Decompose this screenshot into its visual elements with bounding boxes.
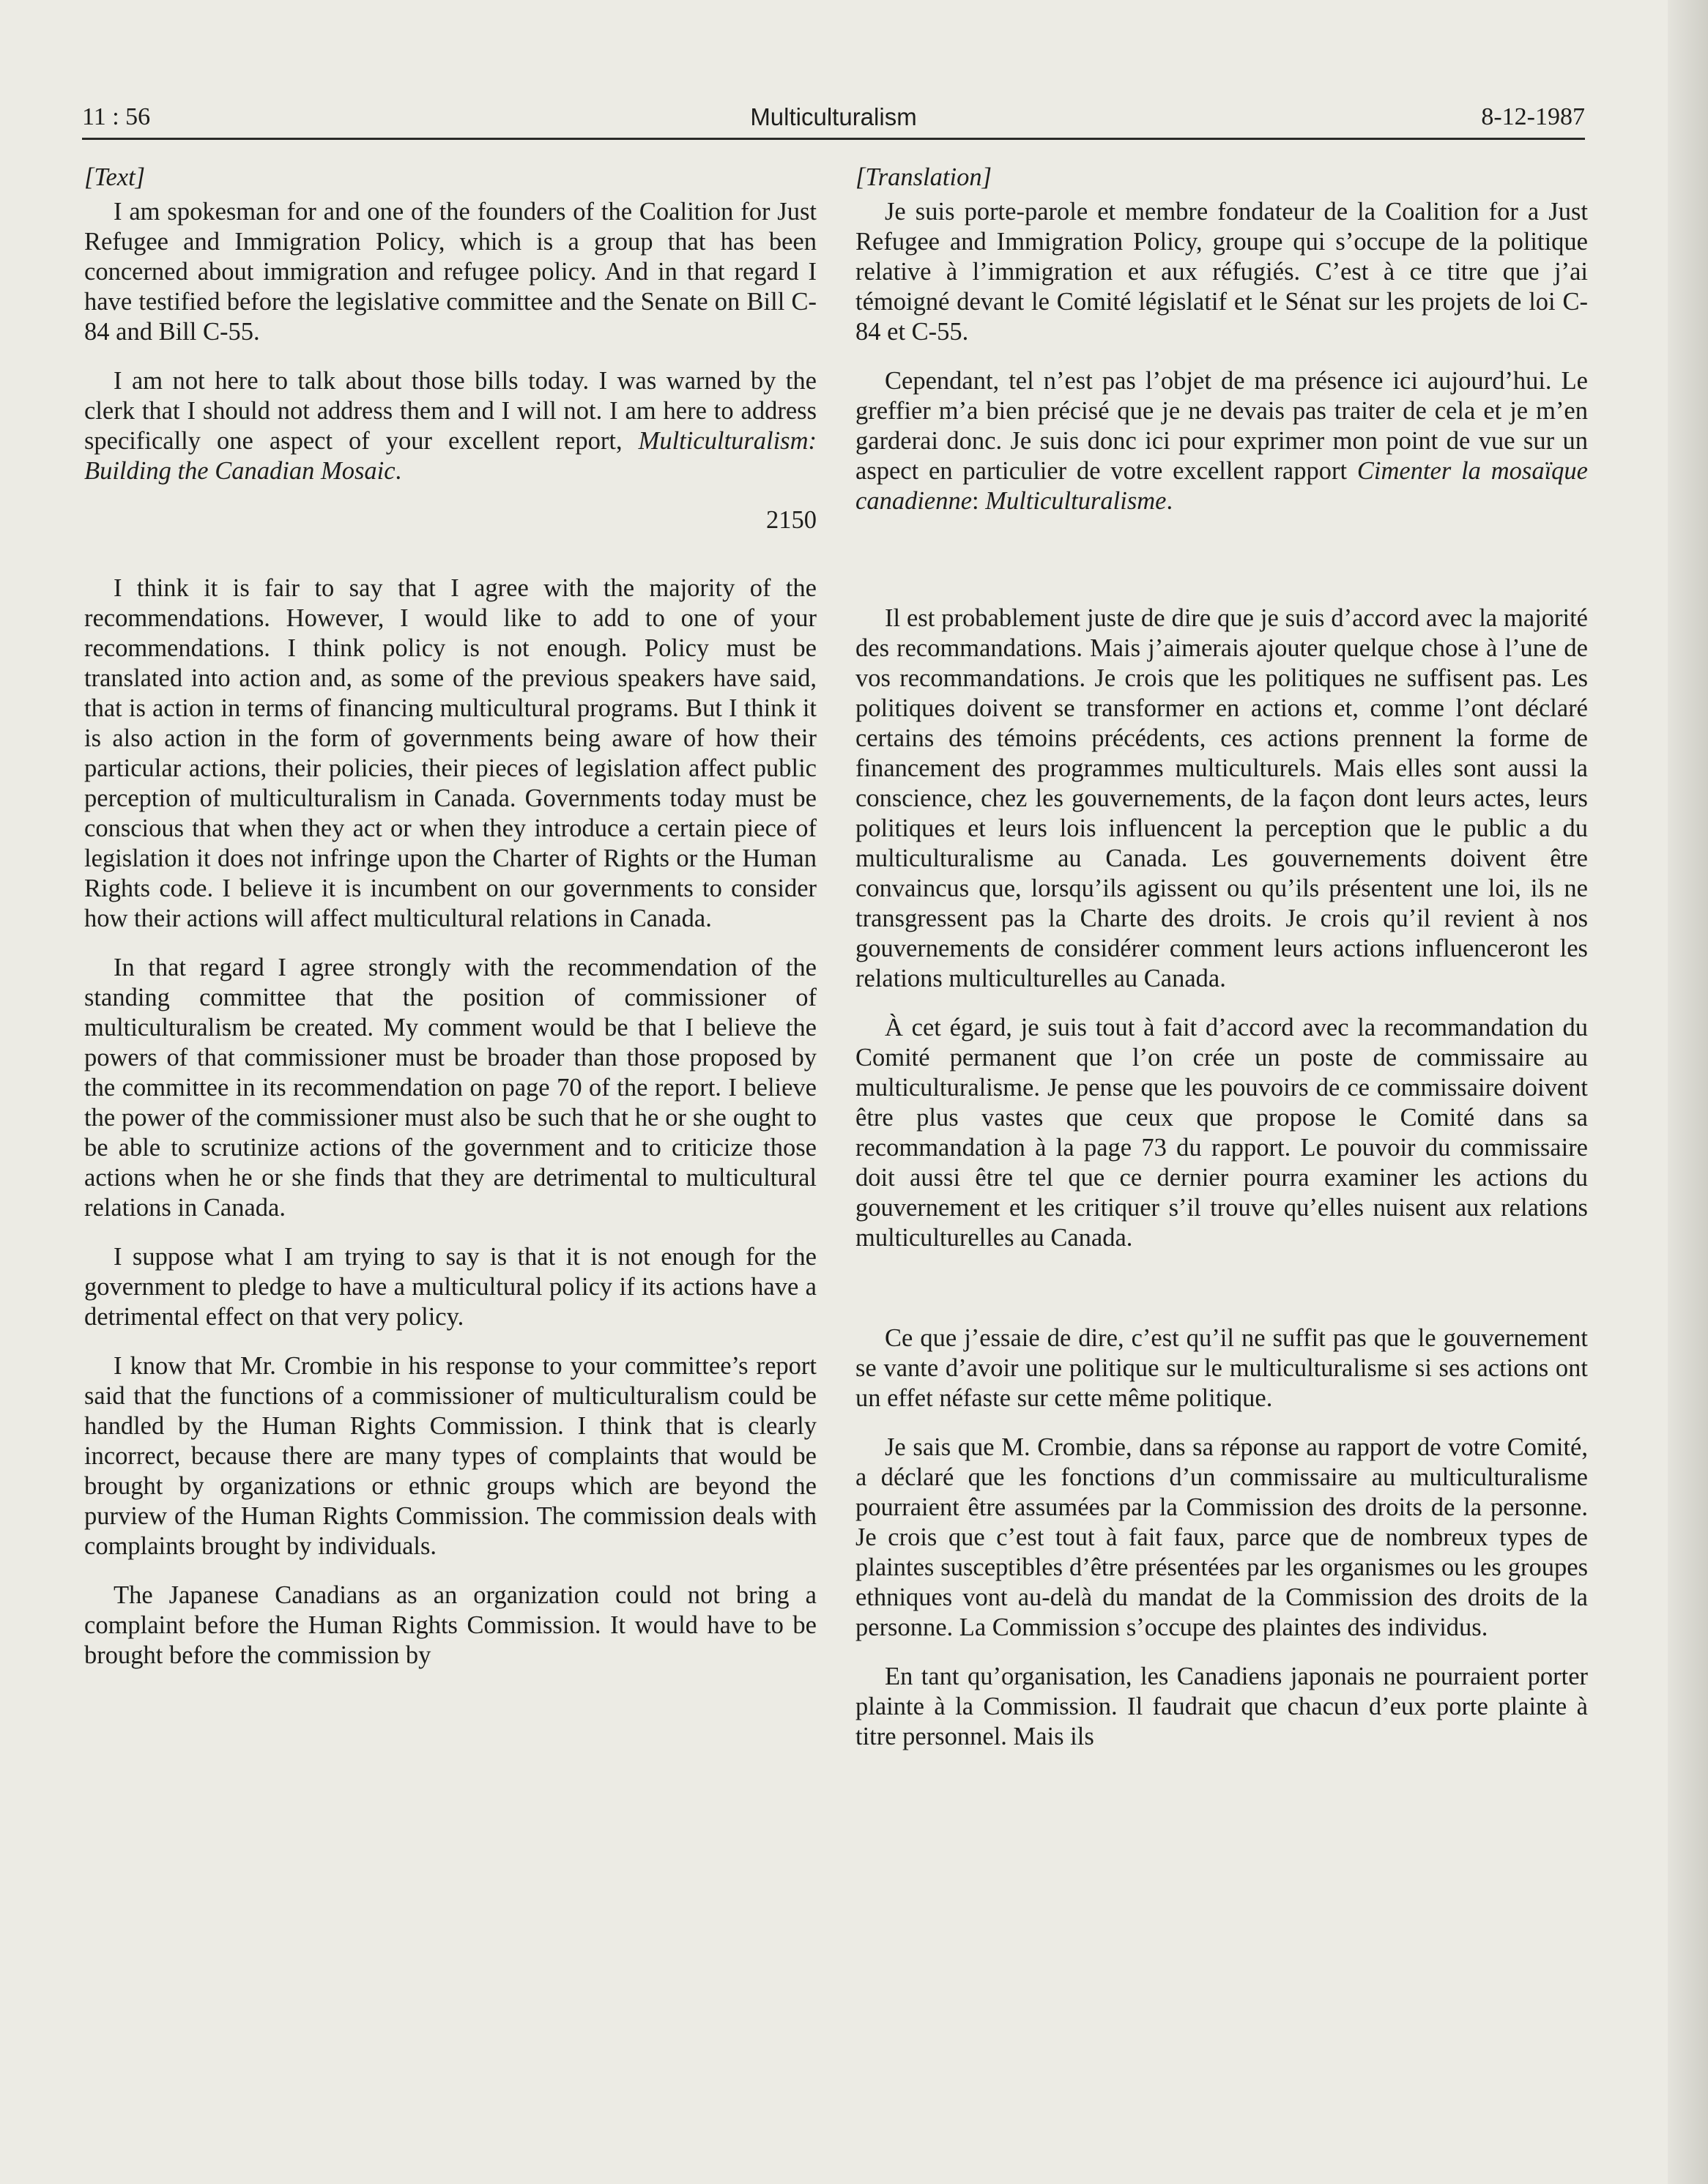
- page-edge-shadow: [1668, 0, 1708, 2184]
- en-paragraph-6: I know that Mr. Crombie in his response to your committee’s report said that the functions of a commissioner of multiculturalism could be handled by the Human Rights Commission. I think that is clearly incorrect, because there are many types of complaints that would be brought by organizations or ethnic groups which are beyond the purview of the Human Rights Commission. The commission deals with complaints brought by individuals.: [84, 1352, 817, 1560]
- fr-p2-end: .: [1166, 487, 1173, 515]
- time-spacer: [855, 535, 1588, 565]
- translation-tag: [Translation]: [855, 163, 992, 191]
- page-title: Multiculturalism: [750, 103, 917, 130]
- en-paragraph-7: The Japanese Canadians as an organization could not bring a complaint before the Human Rights Commission. It would have to be brought before the commission by: [84, 1581, 817, 1669]
- en-paragraph-4: In that regard I agree strongly with the recommendation of the standing committee that the position of commissioner of multiculturalism be created. My comment would be that I believe the powers of that commissioner must be broader than those proposed by the committee in its recommendation on page 70 of the report. I believe the power of the commissioner must also be such that he or she ought to be able to scrutinize actions of the government and to criticize those actions when he or she finds that they are detrimental to multicultural relations in Canada.: [84, 954, 817, 1222]
- fr-paragraph-5: Ce que j’essaie de dire, c’est qu’il ne suffit pas que le gouvernement se vante d’avoir une politique sur le multiculturalisme si ses actions ont un effet néfaste sur cette même politique.: [855, 1324, 1588, 1412]
- french-column: [855, 163, 1588, 1771]
- fr-p2-colon: :: [972, 487, 986, 515]
- page-date: 8-12-1987: [1481, 103, 1585, 130]
- english-column: [84, 163, 817, 1690]
- en-paragraph-1: I am spokesman for and one of the founders of the Coalition for Just Refugee and Immigration Policy, which is a group that has been concerned about immigration and refugee policy. And in that regard I have testified before the legislative committee and the Senate on Bill C-84 and Bill C-55.: [84, 198, 817, 346]
- en-p2-end: .: [395, 457, 402, 485]
- spacer: [855, 1272, 1588, 1323]
- text-tag: [Text]: [84, 163, 146, 191]
- fr-report-subtitle: Multiculturalisme: [985, 487, 1167, 515]
- fr-report-title: Cimenter la mosaïque canadienne: [855, 457, 1588, 515]
- en-report-title: Multiculturalism: Building the Canadian Mosaic: [84, 427, 817, 485]
- fr-paragraph-2: [855, 366, 1588, 516]
- fr-paragraph-7: En tant qu’organisation, les Canadiens japonais ne pourraient porter plainte à la Commission. Il faudrait que chacun d’eux porte plainte à titre personnel. Mais ils: [855, 1663, 1588, 1750]
- page-reference: 11 : 56: [82, 103, 151, 130]
- fr-p2-text: Cependant, tel n’est pas l’objet de ma présence ici aujourd’hui. Le greffier m’a bien précisé que je ne devais pas traiter de cela et je m’en garderai donc. Je suis donc ici pour exprimer mon point de vue sur un aspect en particulier de votre excellent rapport: [855, 367, 1588, 485]
- fr-paragraph-4: À cet égard, je suis tout à fait d’accord avec la recommandation du Comité permanent que l’on crée un poste de commissaire au multiculturalisme. Je pense que les pouvoirs de ce commissaire doivent être plus vastes que ceux que propose le Comité dans sa recommandation à la page 73 du rapport. Le pouvoir du commissaire doit aussi être tel que ce dernier pourra examiner les actions du gouvernement et les critiquer s’il trouve qu’elles nuisent aux relations multiculturelles au Canada.: [855, 1014, 1588, 1252]
- page-header: [82, 103, 1585, 140]
- fr-paragraph-3: Il est probablement juste de dire que je suis d’accord avec la majorité des recommandations. Mais j’aimerais ajouter quelque chose à l’une de vos recommandations. Je crois que les politiques ne suffisent pas. Les politiques doivent se transformer en actions et, comme l’ont déclaré certains des témoins précédents, ces actions prennent la forme de financement des programmes multiculturels. Mais elles sont aussi la conscience, chez les gouvernements, de la façon dont leurs actes, leurs politiques et leurs lois influencent la perception que le public a du multiculturalisme au Canada. Les gouvernements doivent être convaincus que, lorsqu’ils agissent ou qu’ils présentent une loi, ils ne transgressent pas la Charte des droits. Je crois qu’il revient à nos gouvernements de considérer comment leurs actions influenceront les relations multiculturelles au Canada.: [855, 604, 1588, 992]
- en-paragraph-2: [84, 366, 817, 486]
- en-p2-text: I am not here to talk about those bills today. I was warned by the clerk that I should not address them and I will not. I am here to address specifically one aspect of your excellent report,: [84, 367, 817, 455]
- en-paragraph-5: I suppose what I am trying to say is that it is not enough for the government to pledge to have a multicultural policy if its actions have a detrimental effect on that very policy.: [84, 1243, 817, 1331]
- fr-paragraph-1: Je suis porte-parole et membre fondateur de la Coalition for a Just Refugee and Immigration Policy, groupe qui s’occupe de la politique relative à l’immigration et aux réfugiés. C’est à ce titre que j’ai témoigné devant le Comité législatif et le Sénat sur les projets de loi C-84 et C-55.: [855, 198, 1588, 346]
- en-paragraph-3: I think it is fair to say that I agree with the majority of the recommendations. However, I would like to add to one of your recommendations. I think policy is not enough. Policy must be translated into action and, as some of the previous speakers have said, that is action in terms of financing multicultural programs. But I think it is also action in the form of governments being aware of how their particular actions, their policies, their pieces of legislation affect public perception of multiculturalism in Canada. Governments today must be conscious that when they act or when they introduce a certain piece of legislation it does not infringe upon the Charter of Rights or the Human Rights code. I believe it is incumbent on our governments to consider how their actions will affect multicultural relations in Canada.: [84, 574, 817, 932]
- fr-paragraph-6: Je sais que M. Crombie, dans sa réponse au rapport de votre Comité, a déclaré que les fonctions d’un commissaire au multiculturalisme pourraient être assumées par la Commission des droits de la personne. Je crois que c’est tout à fait faux, parce que de nombreux types de plaintes susceptibles d’être présentées par les organismes ou les groupes ethniques vont au-delà du mandat de la Commission des droits de la personne. La Commission s’occupe des plaintes des individus.: [855, 1433, 1588, 1641]
- time-marker: 2150: [766, 506, 817, 534]
